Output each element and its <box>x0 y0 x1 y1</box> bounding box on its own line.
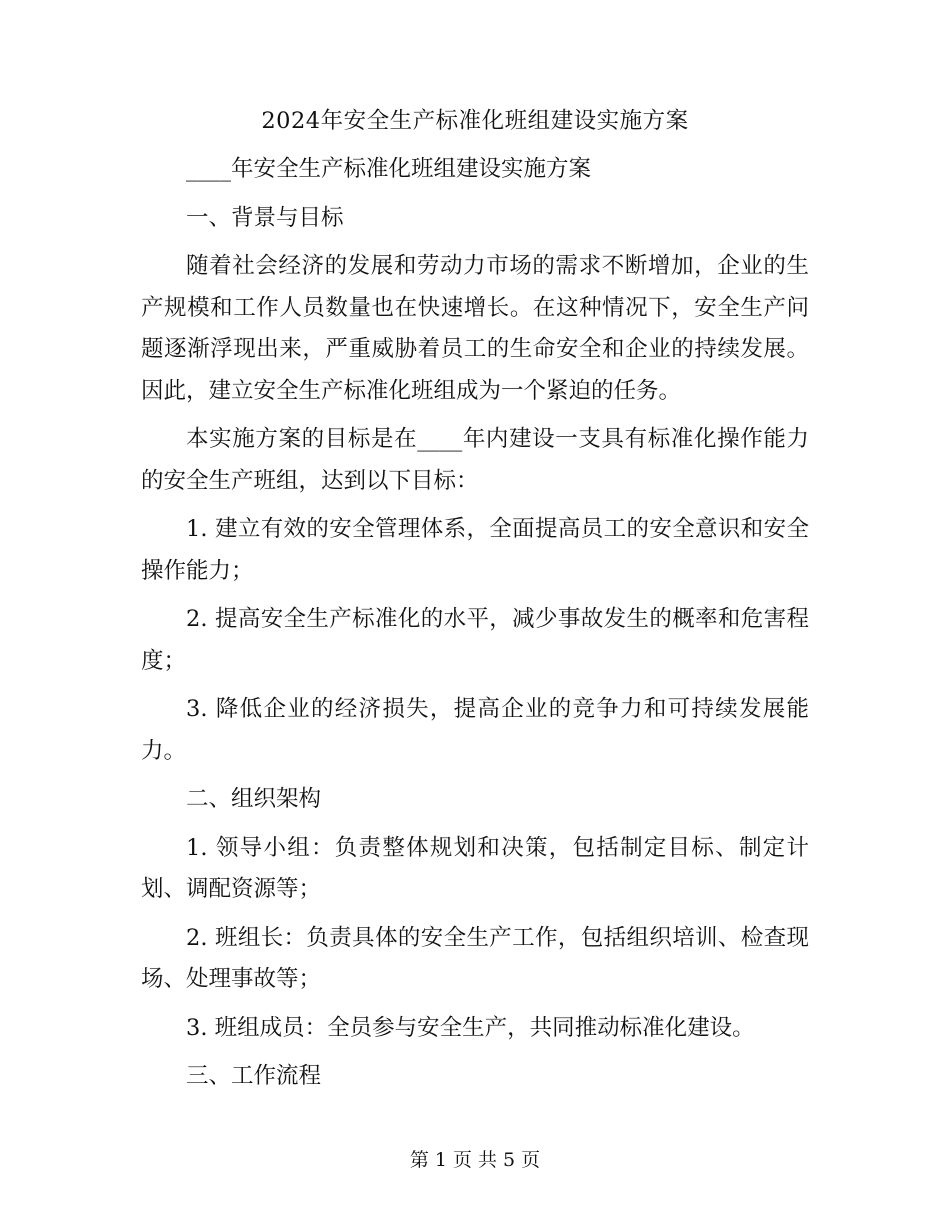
subtitle-paragraph: ____年安全生产标准化班组建设实施方案 <box>186 156 592 182</box>
section-heading-background: 一、背景与目标 <box>186 204 344 231</box>
background-paragraph: 随着社会经济的发展和劳动力市场的需求不断增加，企业的生产规模和工作人员数量也在快速增长。在这种情况下，安全生产问题逐渐浮现出来，严重威胁着员工的生命安全和企业的持续发展。因此，建立安全生产标准化班组成为一个紧迫的任务。 <box>141 253 809 404</box>
document-title: 2024年安全生产标准化班组建设实施方案 <box>261 108 689 134</box>
section-heading-organization: 二、组织架构 <box>186 786 322 812</box>
document-body <box>141 149 809 1105</box>
organization-item-2: 2. 班组长：负责具体的安全生产工作，包括组织培训、检查现场、处理事故等； <box>141 924 809 992</box>
organization-item-1: 1. 领导小组：负责整体规划和决策，包括制定目标、制定计划、调配资源等； <box>141 834 809 902</box>
organization-item-3: 3. 班组成员：全员参与安全生产，共同推动标准化建设。 <box>186 1014 755 1041</box>
page-footer: 第 1 页 共 5 页 <box>409 1149 541 1171</box>
objective-item-2: 2. 提高安全生产标准化的水平，减少事故发生的概率和危害程度； <box>141 606 809 674</box>
objective-item-3: 3. 降低企业的经济损失，提高企业的竞争力和可持续发展能力。 <box>141 696 809 764</box>
section-heading-workflow: 三、工作流程 <box>186 1063 322 1089</box>
objective-paragraph: 本实施方案的目标是在____年内建设一支具有标准化操作能力的安全生产班组，达到以下目标： <box>141 426 809 494</box>
objective-item-1: 1. 建立有效的安全管理体系，全面提高员工的安全意识和安全操作能力； <box>141 516 809 584</box>
